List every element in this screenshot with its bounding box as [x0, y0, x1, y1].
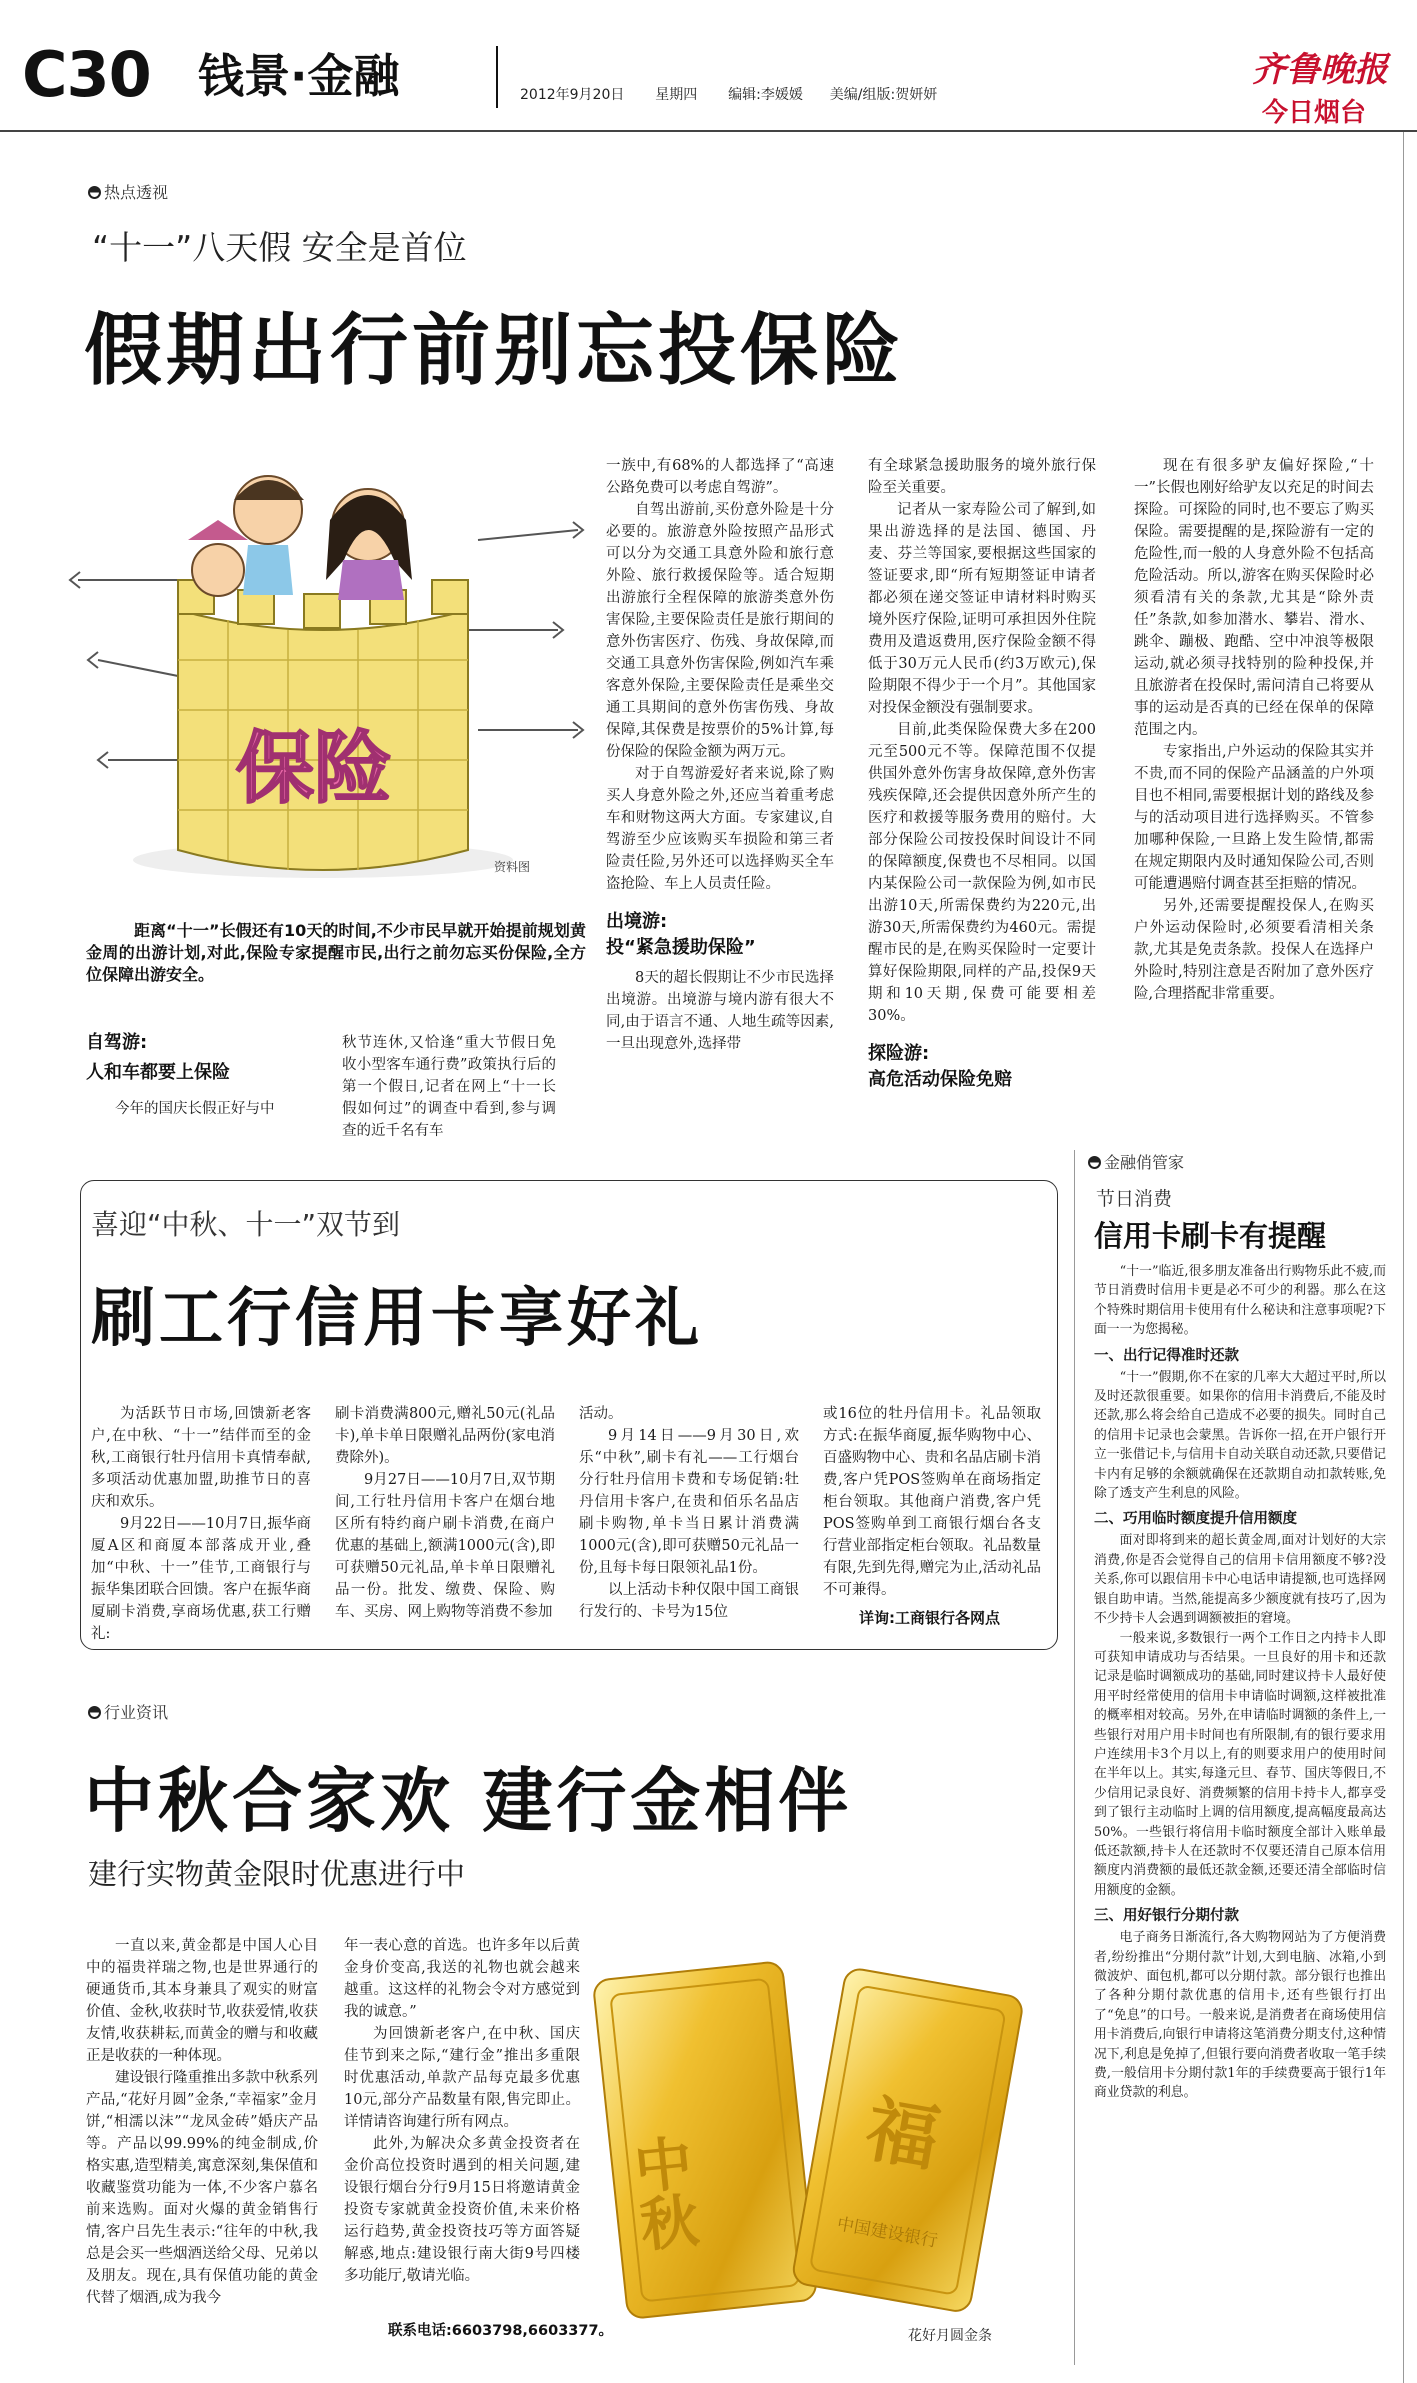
article1-col4: 有全球紧急援助服务的境外旅行保险至关重要。 记者从一家寿险公司了解到,如果出游选择的是法国、德国、丹麦、芬兰等国家,要根据这些国家的签证要求,即“所有短期签证申请者都必须在递交签证申请材料时购买境外医疗保险,证明可承担因外住院费用及遣返费用,医疗保险金额不得低于30万元人民币(约3万欧元),保险期限不得少于一个月”。其他国家对投保金额没有强制要求。 目前,此类保险保费大多在200元至500元不等。保障范围不仅提供国外意外伤害身故保障,意外伤害残疾保障,还会提供因意外所产生的医疗和救援等服务费用的赔付。大部分保险公司按投保时间设计不同的保障额度,保费也不尽相同。以国内某保险公司一款保险为例,如市民出游10天,所需保费约为220元,出游30天,所需保费约为460元。需提醒市民的是,在购买保险时一定要计算好保险期限,同样的产品,投保9天期和10天期,保费可能要相差30%。 探险游: 高危活动保险免赔	[868, 455, 1096, 1125]
designer-credit: 美编/组版:贺妍妍	[829, 87, 938, 103]
gold-caption: 花好月圆金条	[908, 2328, 992, 2344]
right-edge-line	[1403, 132, 1404, 2383]
article3-col1: 一直以来,黄金都是中国人心目中的福贵祥瑞之物,也是世界通行的硬通货币,其本身兼具了观实的财富价值、金秋,收获时节,收获爱情,收获友情,收获耕耘,而黄金的赠与和收藏正是收获的一种体现。 建设银行隆重推出多款中秋系列产品,“花好月圆”金条,“幸福家”金月饼,“相濡以沫”“龙凤金砖”婚庆产品等。产品以99.99%的纯金制成,价格实惠,造型精美,寓意深刻,集保值和收藏鉴赏功能为一体,不少客户慕名前来选购。面对火爆的黄金销售行情,客户吕先生表示:“往年的中秋,我总是会买一些烟酒送给父母、兄弟以及朋友。现在,具有保值功能的黄金代替了烟酒,成为我今	[86, 1938, 318, 2306]
article2-col2: 刷卡消费满800元,赠礼50元(礼品卡),单卡单日限赠礼品两份(家电消费除外)。 9月27日——10月7日,双节期间,工行牡丹信用卡客户在烟台地区所有特约商户刷卡消费,在商户优惠的基础上,额满1000元(含),即可获赠50元礼品,单卡单日限赠礼品一份。批发、缴费、保险、购车、买房、网上购物等消费不参加	[335, 1406, 555, 1620]
article2-col4: 或16位的牡丹信用卡。礼品领取方式:在振华商厦,振华购物中心、百盛购物中心、贵和名品店刷卡消费,客户凭POS签购单在商场指定柜台领取。其他商户消费,客户凭POS签购单到工商银行烟台各支行营业部指定柜台领取。礼品数量有限,先到先得,赠完为止,活动礼品不可兼得。	[823, 1406, 1041, 1598]
sidebar-heading-3: 三、用好银行分期付款	[1094, 1908, 1239, 1925]
gold-bar-2-bank: 中国建设银行	[835, 2214, 940, 2252]
insurance-word: 保险	[236, 724, 393, 814]
article1-col5: 现在有很多驴友偏好探险,“十一”长假也刚好给驴友以充足的时间去探险。可探险的同时,也不要忘了购买保险。需要提醒的是,探险游有一定的危险性,而一般的人身意外险不包括高危险活动。所以,游客在购买保险时必须看清有关的条款,尤其是“除外责任”条款,如参加潜水、攀岩、滑水、跳伞、蹦极、跑酷、空中冲浪等极限运动,就必须寻找特别的险种投保,并且旅游者在投保时,需问清自己将要从事的运动是否真的已经在保单的保障范围之内。 专家指出,户外运动的保险其实并不贵,而不同的保险产品涵盖的户外项目也不相同,需要根据计划的路线及参与的活动项目进行选择购买。不管参加哪种保险,一旦路上发生险情,都需在规定期限内及时通知保险公司,否则可能遭遇赔付调查甚至拒赔的情况。 另外,还需要提醒投保人,在购买户外运动保险时,必须要看清相关条款,尤其是免责条款。投保人在选择户外险时,特别注意是否附加了意外医疗险,合理搭配非常重要。	[1134, 458, 1374, 1002]
article1-col3: 一族中,有68%的人都选择了“高速公路免费可以考虑自驾游”。 自驾出游前,买份意外险是十分必要的。旅游意外险按照产品形式可以分为交通工具意外险和旅行意外险、旅行救援保险等。适合短期出游旅行全程保障的旅游类意外伤害保险,主要保险责任是旅行期间的意外伤害医疗、伤残、身故保障,而交通工具意外伤害保险,例如汽车乘客意外保险,主要保险责任是乘坐交通工具期间的意外伤害伤残、身故保障,其保费是按票价的5%计算,每份保险的保险金额为两万元。 对于自驾游爱好者来说,除了购买人身意外险之外,还应当着重考虑车和财物这两大方面。专家建议,自驾游至少应该购买车损险和第三者险责任险,另外还可以选择购买全车盗抢险、车上人员责任险。 出境游: 投“紧急援助保险” 8天的超长假期让不少市民选择出境游。出境游与境内游有很大不同,由于语言不通、人地生疏等因素,一旦出现意外,选择带	[606, 458, 834, 1052]
article2-col3: 活动。 9月14日——9月30日,欢乐“中秋”,刷卡有礼——工行烟台分行牡丹信用卡费和专场促销:牡丹信用卡客户,在贵和佰乐名品店刷卡购物,单卡当日累计消费满1000元(含),即可获赠50元礼品一份,且每卡每日限领礼品1份。 以上活动卡种仅限中国工商银行发行的、卡号为15位	[579, 1406, 799, 1620]
article2-headline: 刷工行信用卡享好礼	[91, 1282, 703, 1356]
issue-date: 2012年9月20日	[520, 87, 625, 103]
article3-subtitle: 建行实物黄金限时优惠进行中	[88, 1857, 466, 1891]
icbc-box	[80, 1180, 1058, 1650]
sidebar-heading-2: 二、巧用临时额度提升信用额度	[1094, 1511, 1297, 1528]
image-credit: 资料图	[494, 860, 531, 874]
section-dot-icon	[88, 186, 101, 199]
mother-shirt	[338, 560, 404, 600]
section-dot-icon	[88, 1706, 101, 1719]
page-number: C30	[22, 38, 151, 111]
sub2-title: 投“紧急援助保险”	[606, 937, 756, 958]
gold-bars-image	[596, 1950, 1016, 2340]
child-head	[192, 544, 244, 596]
article1-col1: 今年的国庆长假正好与中	[115, 1101, 275, 1117]
sub3-title: 高危活动保险免赔	[868, 1069, 1012, 1090]
sidebar-divider	[1074, 1150, 1075, 2365]
article1-col2: 秋节连休,又恰逢“重大节假日免收小型客车通行费”政策执行后的第一个假日,记者在网上“十一长假如何过”的调查中看到,参与调查的近千名有车	[342, 1035, 556, 1139]
article1-tag: 热点透视	[88, 180, 168, 203]
gold-bars	[596, 1950, 1016, 2340]
article2-detail: 详询:工商银行各网点	[859, 1609, 1000, 1627]
article1-headline: 假期出行前别忘投保险	[84, 306, 905, 396]
masthead	[0, 0, 1417, 132]
sidebar-headline: 信用卡刷卡有提醒	[1094, 1219, 1327, 1253]
article3-col2: 年一表心意的首选。也许多年以后黄金身价变高,我送的礼物也就会越来越重。这这样的礼物会令对方感觉到我的诚意。” 为回馈新老客户,在中秋、国庆佳节到来之际,“建行金”推出多重限时优惠活动,单款产品每克最多优惠10元,部分产品数量有限,售完即止。详情请咨询建行所有网点。 此外,为解决众多黄金投资者在金价高位投资时遇到的相关问题,建设银行烟台分行9月15日将邀请黄金投资专家就黄金投资价值,未来价格运行趋势,黄金投资技巧等方面答疑解惑,地点:建设银行南大街9号四楼多功能厅,敬请光临。	[344, 1938, 580, 2284]
sidebar-heading-1: 一、出行记得准时还款	[1094, 1347, 1239, 1364]
father-shirt	[243, 545, 293, 595]
article3-headline: 中秋合家欢 建行金相伴	[84, 1760, 853, 1842]
gold-bar-1-text: 中秋	[621, 2131, 702, 2255]
sub1-label: 自驾游:	[86, 1032, 148, 1053]
article3-tag: 行业资讯	[88, 1700, 168, 1723]
sidebar-kicker: 节日消费	[1096, 1188, 1173, 1210]
issue-weekday: 星期四	[655, 87, 698, 103]
contact-phone: 联系电话:6603798,6603377。	[388, 2323, 614, 2339]
gold-bar-1	[593, 1961, 817, 2319]
gold-bar-2-text: 福	[859, 2085, 946, 2182]
section-dot-icon	[1088, 1156, 1101, 1169]
paper-logo: 齐鲁晚报	[1252, 50, 1388, 90]
masthead-divider	[496, 46, 498, 108]
editor-credit: 编辑:李媛媛	[728, 87, 803, 103]
insurance-word-art	[236, 724, 392, 814]
article1-lead: 距离“十一”长假还有10天的时间,不少市民早就开始提前规划黄金周的出游计划,对此,保险专家提醒市民,出行之前勿忘买份保险,全方位保障出游安全。	[86, 921, 586, 984]
masthead-rule	[0, 130, 1417, 132]
sidebar-tag: 金融俏管家	[1088, 1150, 1184, 1173]
edition-name: 今日烟台	[1262, 98, 1367, 128]
sub3-label: 探险游:	[868, 1043, 930, 1064]
gold-bar-2	[791, 1967, 1024, 2313]
sub1-title: 人和车都要上保险	[86, 1062, 230, 1083]
article1-kicker: “十一”八天假 安全是首位	[92, 228, 467, 267]
masthead-info	[520, 84, 937, 104]
section-name: 钱景·金融	[198, 49, 400, 103]
insurance-illustration	[68, 430, 588, 890]
article2-col1: 为活跃节日市场,回馈新老客户,在中秋、“十一”结伴而至的金秋,工商银行牡丹信用卡真情奉献,多项活动优惠加盟,助推节日的喜庆和欢乐。 9月22日——10月7日,振华商厦A区和商厦本部落成开业,叠加“中秋、十一”佳节,工商银行与振华集团联合回馈。客户在振华商厦刷卡消费,享商场优惠,获工行赠礼:	[91, 1406, 311, 1642]
castle-family-illustration	[68, 430, 588, 890]
sidebar-body: “十一”临近,很多朋友准备出行购物乐此不疲,而节日消费时信用卡更是必不可少的利器。那么在这个特殊时期信用卡使用有什么秘诀和注意事项呢?下面一一为您揭秘。 一、出行记得准时还款 “十一”假期,你不在家的几率大大超过平时,所以及时还款很重要。如果你的信用卡消费后,不能及时还款,那么将会给自己造成不必要的损失。同时自己的信用卡记录也会蒙黑。告诉你一招,在开户银行开立一张借记卡,与信用卡自动关联自动还款,只要借记卡内有足够的余额就确保在还款期自动扣款转账,免除了透支产生利息的风险。 二、巧用临时额度提升信用额度 面对即将到来的超长黄金周,面对计划好的大宗消费,你是否会觉得自己的信用卡信用额度不够?没关系,你可以跟信用卡中心电话申请提额,也可选择网银自助申请。当然,能提高多少额度就有技巧了,因为不少持卡人会遇到调额被拒的窘境。 一般来说,多数银行一两个工作日之内持卡人即可获知申请成功与否结果。一旦良好的用卡和还款记录是临时调额成功的基础,同时建议持卡人最好使用平时经常使用的信用卡申请临时调额,这样被批准的概率相对较高。另外,在申请临时调额的条件上,一些银行对用户用卡时间也有所限制,有的银行要求用户连续用卡3个月以上,有的则要求用户的使用时间在半年以上。其实,每逢元旦、春节、国庆等假日,不少信用记录良好、消费频繁的信用卡持卡人,都享受到了银行主动临时上调的信用额度,提高幅度最高达50%。一些银行将信用卡临时额度全部计入账单最低还款额,持卡人在还款时不仅要还清自己原本信用额度内消费额的最低还款金额,还要还清全部临时信用额度的金额。 三、用好银行分期付款 电子商务日渐流行,各大购物网站为了方便消费者,纷纷推出“分期付款”计划,大到电脑、冰箱,小到微波炉、面包机,都可以分期付款。部分银行也推出了各种分期付款优惠的信用卡,还有些银行打出了“免息”的口号。一般来说,是消费者在商场使用信用卡消费后,向银行申请将这笔消费分期支付,这种情况下,利息是免掉了,但银行要向消费者收取一笔手续费,一般信用卡分期付款1年的手续费要高于银行1年商业贷款的利息。	[1094, 1264, 1386, 2101]
article2-kicker: 喜迎“中秋、十一”双节到	[91, 1208, 401, 1241]
sub2-label: 出境游:	[606, 911, 668, 932]
